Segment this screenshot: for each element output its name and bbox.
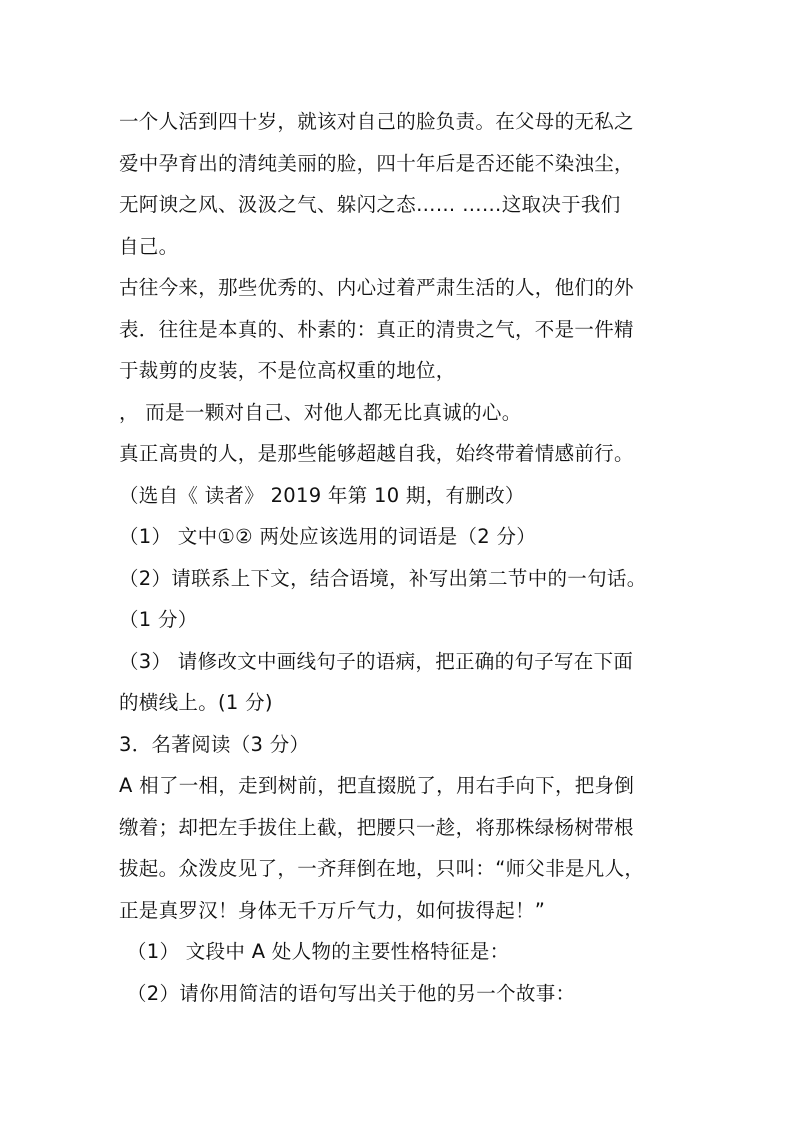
question-item: （1） 文中①② 两处应该选用的词语是（2 分） [119,525,537,548]
question-item: 的横线上。(1 分) [119,691,273,714]
passage-line: 无阿谀之风、汲汲之气、躲闪之态…… ……这取决于我们 [119,193,621,216]
passage-line: 一个人活到四十岁，就该对自己的脸负责。在父母的无私之 [119,110,634,133]
question-item: （2）请你用简洁的语句写出关于他的另一个故事： [127,981,576,1005]
excerpt-line: 缴着；却把左手拔住上截，把腰只一趁，将那株绿杨树带根 [119,815,634,839]
passage-line: 真正高贵的人，是那些能够超越自我，始终带着情感前行。 [119,442,634,465]
source-citation: （选自《 读者》 2019 年第 10 期，有删改） [119,483,525,507]
question-item: （2）请联系上下文，结合语境，补写出第二节中的一句话。 [119,566,647,590]
question-item: （3） 请修改文中画线句子的语病，把正确的句子写在下面 [119,649,634,673]
excerpt-line: 正是真罗汉！身体无千万斤气力，如何拔得起！” [119,898,546,922]
passage-line: 自己。 [119,234,179,258]
passage-line: 于裁剪的皮装，不是位高权重的地位， [119,359,456,382]
excerpt-line: 拔起。众泼皮见了，一齐拜倒在地，只叫：“师父非是凡人， [119,857,645,880]
passage-line: ， 而是一颗对自己、对他人都无比真诚的心。 [119,400,522,424]
passage-line: 古往今来，那些优秀的、内心过着严肃生活的人，他们的外 [119,276,634,299]
question-item: （1 分） [119,608,198,631]
question-item: （1） 文段中 A 处人物的主要性格特征是： [127,940,510,963]
document-body [119,101,689,1014]
excerpt-line: A 相了一相，走到树前，把直掇脱了，用右手向下，把身倒 [119,774,635,797]
passage-line: 表．往往是本真的、朴素的：真正的清贵之气，不是一件精 [119,317,634,341]
section-heading: 3．名著阅读（3 分） [119,732,310,756]
passage-line: 爱中孕育出的清纯美丽的脸，四十年后是否还能不染浊尘， [119,151,634,175]
